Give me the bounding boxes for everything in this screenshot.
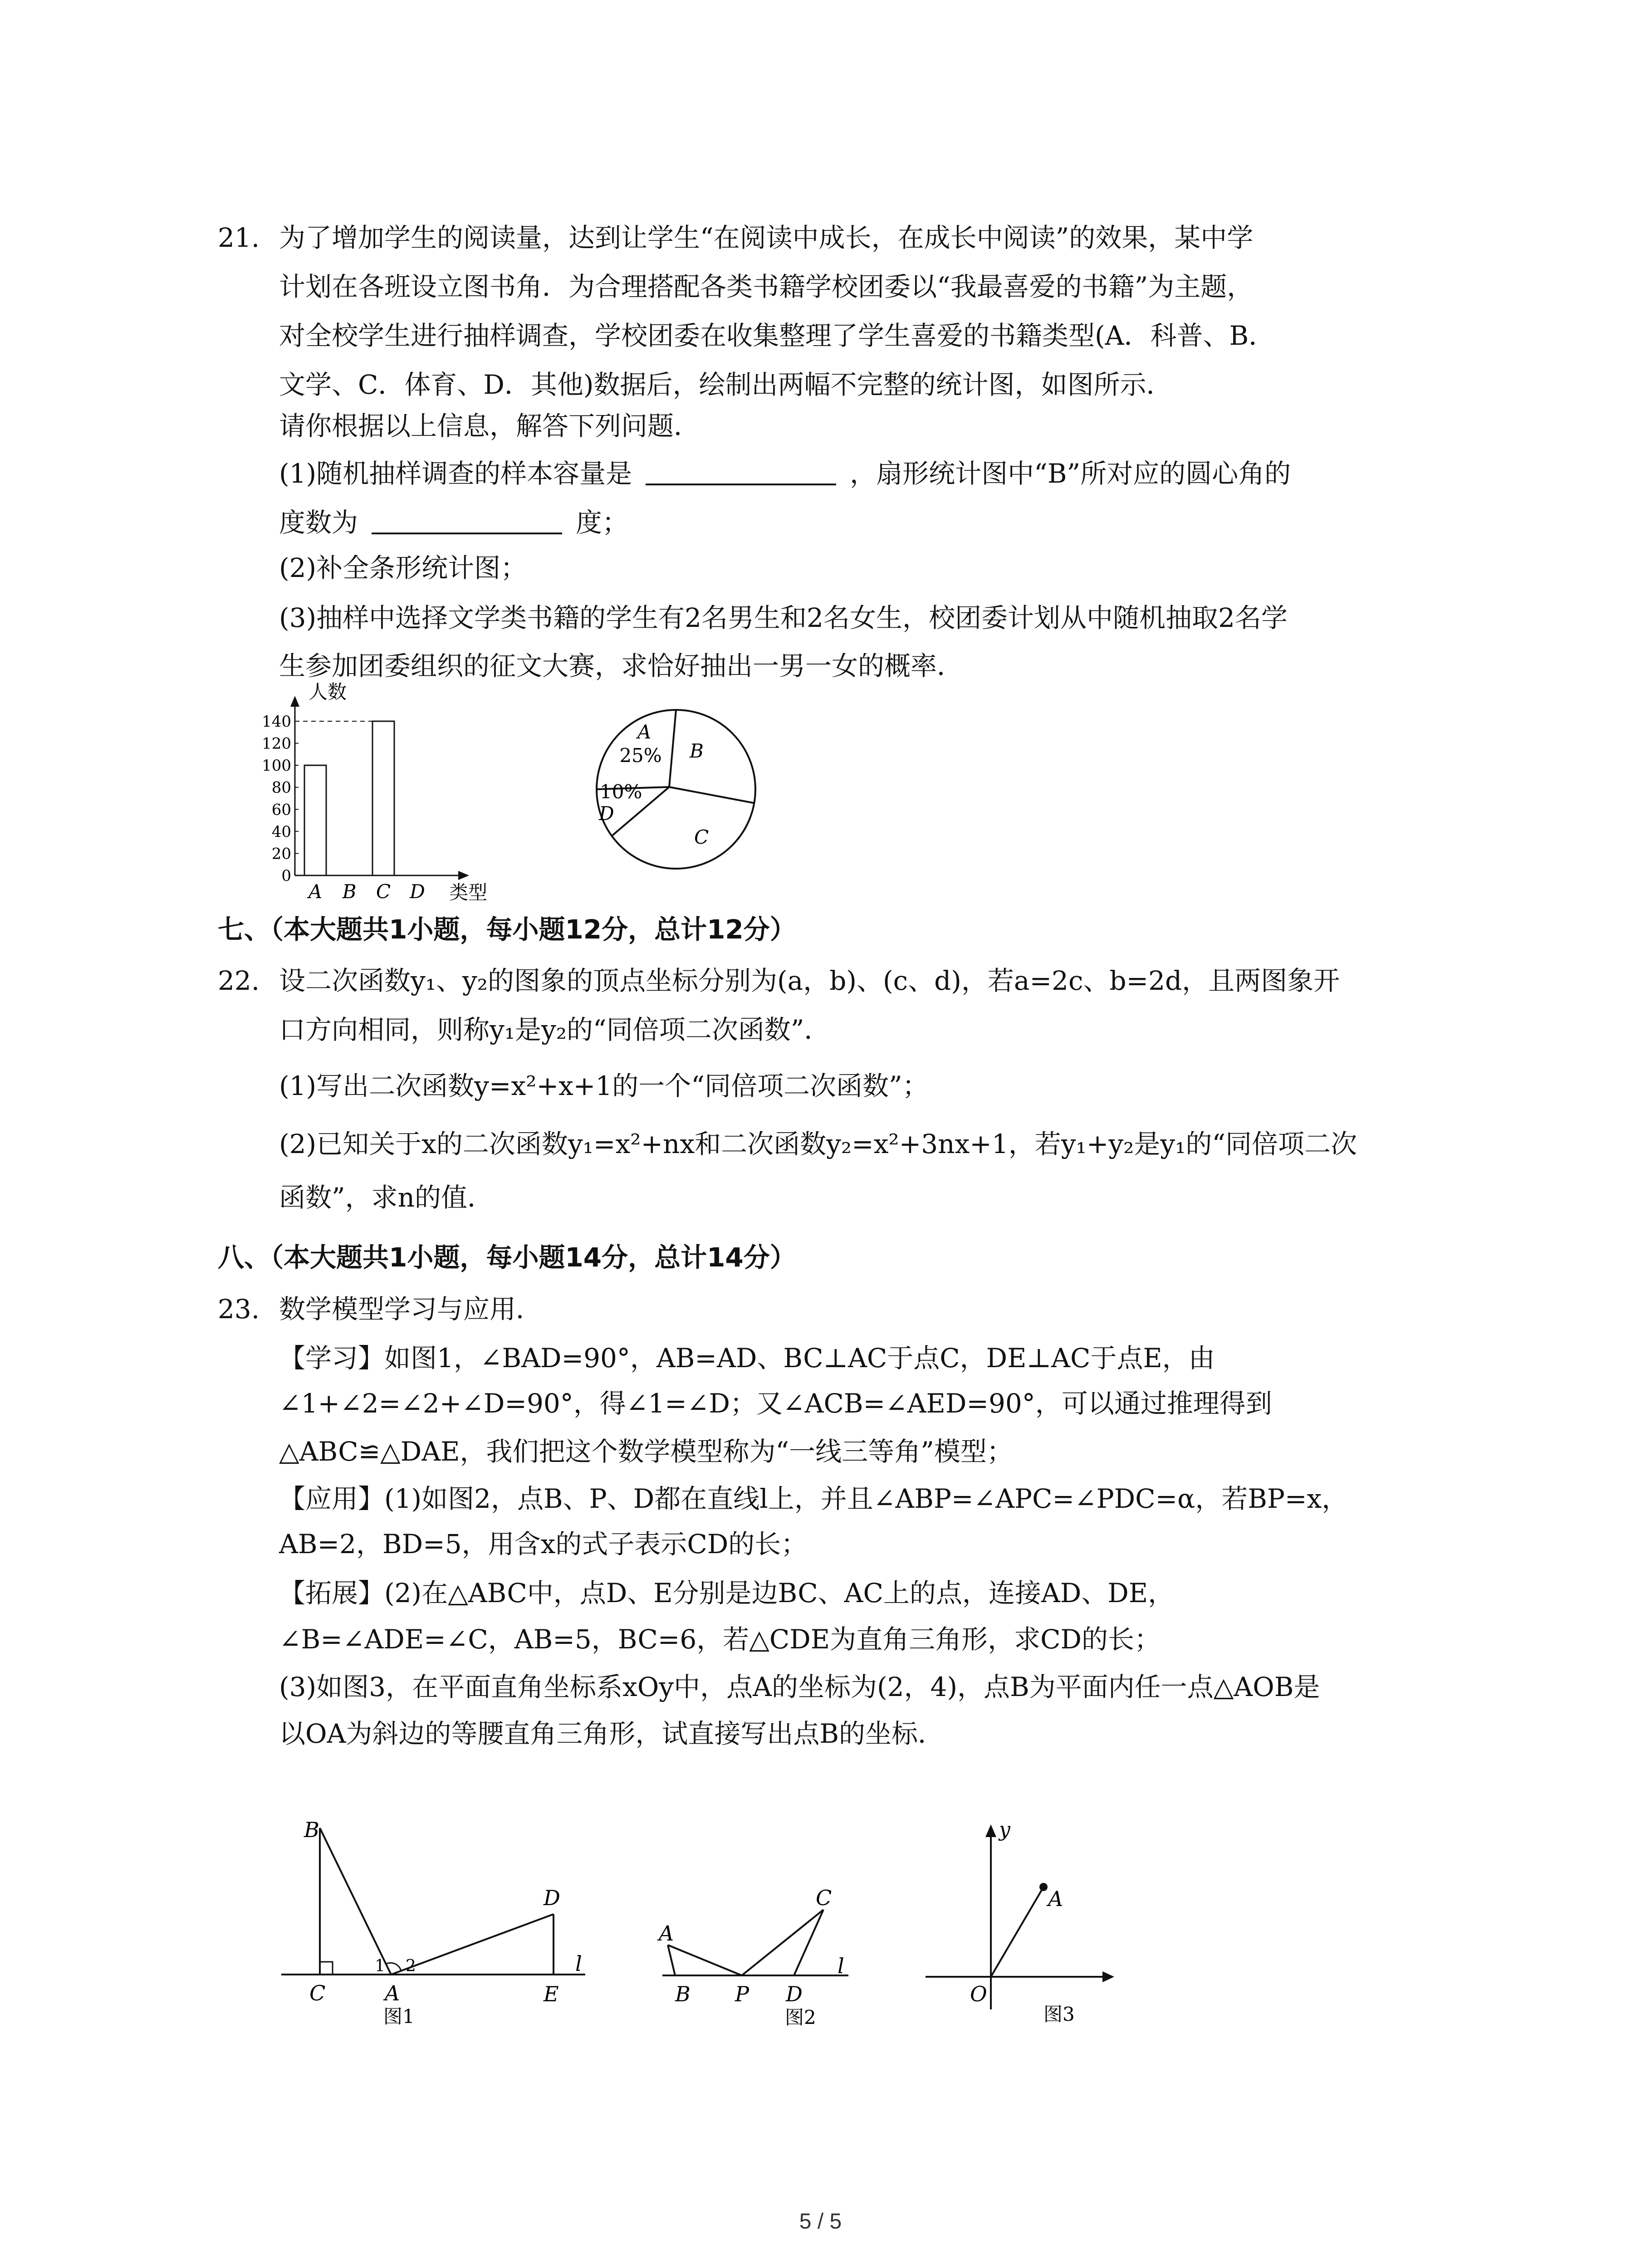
q21-part-1-cont: 度数为 度； <box>279 498 1443 547</box>
fig1-label-D: D <box>544 1886 560 1910</box>
question-number: 23. <box>218 1294 260 1325</box>
figure-3 <box>916 1814 1134 2023</box>
q21-line-3: 对全校学生进行抽样调查，学校团委在收集整理了学生喜爱的书籍类型(A．科普、B． <box>279 320 1275 351</box>
x-axis-arrow <box>458 871 469 880</box>
figure-1 <box>272 1810 599 2028</box>
q23-learn-3: △ABC≌△DAE，我们把这个数学模型称为“一线三等角”模型； <box>279 1436 1013 1467</box>
q23-learn-2: ∠1+∠2=∠2+∠D=90°，得∠1=∠D；又∠ACB=∠AED=90°，可以通过推理得到 <box>279 1388 1272 1419</box>
y-tick-label: 80 <box>271 778 291 797</box>
fig1-label-C: C <box>309 1981 326 2005</box>
q23-apply-1: 【应用】(1)如图2，点B、P、D都在直线l上，并且∠ABP=∠APC=∠PDC=α，若BP=x， <box>279 1483 1348 1514</box>
fig2-label-D: D <box>786 1982 803 2006</box>
figure-2 <box>658 1882 867 2032</box>
fig1-label-A: A <box>385 1981 400 2005</box>
fig1-angle-2: 2 <box>406 1957 416 1975</box>
q21-line-4: 文学、C．体育、D．其他)数据后，绘制出两幅不完整的统计图，如图所示． <box>279 369 1173 400</box>
pie-chart <box>581 694 771 885</box>
pie-label-B: B <box>690 740 704 762</box>
answer-blank-angle[interactable] <box>372 505 562 534</box>
fig1-label-l: l <box>575 1951 582 1976</box>
x-tick-C: C <box>376 880 391 903</box>
q23-part-3-line-1: (3)如图3，在平面直角坐标系xOy中，点A的坐标为(2，4)，点B为平面内任一点△AOB是 <box>279 1672 1320 1702</box>
y-tick-label: 120 <box>262 734 291 753</box>
fig1-label-B: B <box>304 1818 319 1842</box>
q23-line-1: 23. 数学模型学习与应用． <box>218 1285 1443 1334</box>
pie-label-C: C <box>694 826 709 848</box>
y-tick-label: 60 <box>271 801 291 819</box>
x-axis-title: 类型 <box>449 881 488 904</box>
q21-line-1: 21. 为了增加学生的阅读量，达到让学生“在阅读中成长，在成长中阅读”的效果，某中学 <box>218 213 1443 262</box>
question-number: 22. <box>218 965 260 996</box>
x-tick-A: A <box>308 880 323 903</box>
q22-line-1: 22. 设二次函数y₁、y₂的图象的顶点坐标分别为(a，b)、(c、d)，若a=2c、b=2d，且两图象开 <box>218 956 1443 1005</box>
q22-part-2-line-2: 函数”，求n的值． <box>279 1182 494 1213</box>
pie-label-A: A <box>637 721 652 743</box>
fig1-label-E: E <box>544 1982 559 2006</box>
q21-part-1: (1)随机抽样调查的样本容量是 ，扇形统计图中“B”所对应的圆心角的 <box>279 449 1443 498</box>
bar-chart <box>262 681 581 904</box>
fig2-label-C: C <box>816 1886 832 1910</box>
pie-label-D: D <box>599 802 614 825</box>
q21-line-5: 请你根据以上信息，解答下列问题． <box>279 411 700 441</box>
y-axis-title: 人数 <box>309 681 347 703</box>
fig2-label-B: B <box>675 1982 691 2006</box>
q23-extend-2: ∠B=∠ADE=∠C，AB=5，BC=6，若△CDE为直角三角形，求CD的长； <box>279 1624 1161 1655</box>
q21-part-3-line-1: (3)抽样中选择文学类书籍的学生有2名男生和2名女生，校团委计划从中随机抽取2名学 <box>279 602 1288 633</box>
y-axis-arrow <box>290 696 299 707</box>
q22-line-2: 口方向相同，则称y₁是y₂的“同倍项二次函数”． <box>279 1014 831 1045</box>
q23-learn-1: 【学习】如图1，∠BAD=90°，AB=AD、BC⊥AC于点C，DE⊥AC于点E，由 <box>279 1343 1215 1374</box>
q21-line-2: 计划在各班设立图书角．为合理搭配各类书籍学校团委以“我最喜爱的书籍”为主题， <box>279 271 1254 302</box>
q23-part-3-line-2: 以OA为斜边的等腰直角三角形，试直接写出点B的坐标． <box>279 1718 945 1749</box>
pie-percent-D: 10% <box>600 781 642 803</box>
y-tick-label: 100 <box>262 757 291 775</box>
bar-C <box>372 721 394 875</box>
fig2-label-P: P <box>735 1982 749 2006</box>
fig2-label-l: l <box>838 1954 844 1978</box>
answer-blank-sample-size[interactable] <box>646 456 836 485</box>
fig1-caption: 图1 <box>383 2005 415 2028</box>
y-tick-label: 140 <box>262 713 291 731</box>
fig2-label-A: A <box>659 1921 674 1945</box>
x-tick-D: D <box>410 880 425 903</box>
pie-percent-A: 25% <box>619 744 662 767</box>
q22-part-2-line-1: (2)已知关于x的二次函数y₁=x²+nx和二次函数y₂=x²+3nx+1，若y₁+y₂是y₁的“同倍项二次 <box>279 1129 1357 1159</box>
y-tick-label: 0 <box>281 867 291 885</box>
section-7-heading: 七、（本大题共1小题，每小题12分，总计12分） <box>218 914 796 945</box>
fig2-caption: 图2 <box>785 2006 816 2028</box>
q23-extend-1: 【拓展】(2)在△ABC中，点D、E分别是边BC、AC上的点，连接AD、DE， <box>279 1578 1175 1608</box>
pie-divider-4 <box>669 787 754 803</box>
q21-part-3-line-2: 生参加团委组织的征文大赛，求恰好抽出一男一女的概率． <box>279 650 964 681</box>
q21-part-2: (2)补全条形统计图； <box>279 552 527 583</box>
x-tick-B: B <box>342 880 357 903</box>
section-8-heading: 八、（本大题共1小题，每小题14分，总计14分） <box>218 1242 796 1273</box>
fig3-label-y: y <box>999 1818 1010 1841</box>
fig3-label-O: O <box>970 1982 987 2006</box>
pie-divider-1 <box>669 710 676 787</box>
q23-apply-2: AB=2，BD=5，用含x的式子表示CD的长； <box>279 1529 808 1559</box>
q22-part-1: (1)写出二次函数y=x²+x+1的一个“同倍项二次函数”； <box>279 1070 929 1101</box>
bar-A <box>304 765 326 875</box>
question-number: 21. <box>218 222 260 253</box>
y-tick-label: 40 <box>271 822 291 841</box>
fig1-angle-1: 1 <box>375 1957 385 1975</box>
fig3-caption: 图3 <box>1043 2003 1075 2025</box>
page-number: 5 / 5 <box>799 2209 842 2234</box>
y-tick-label: 20 <box>271 845 291 863</box>
fig3-label-A: A <box>1048 1887 1063 1911</box>
